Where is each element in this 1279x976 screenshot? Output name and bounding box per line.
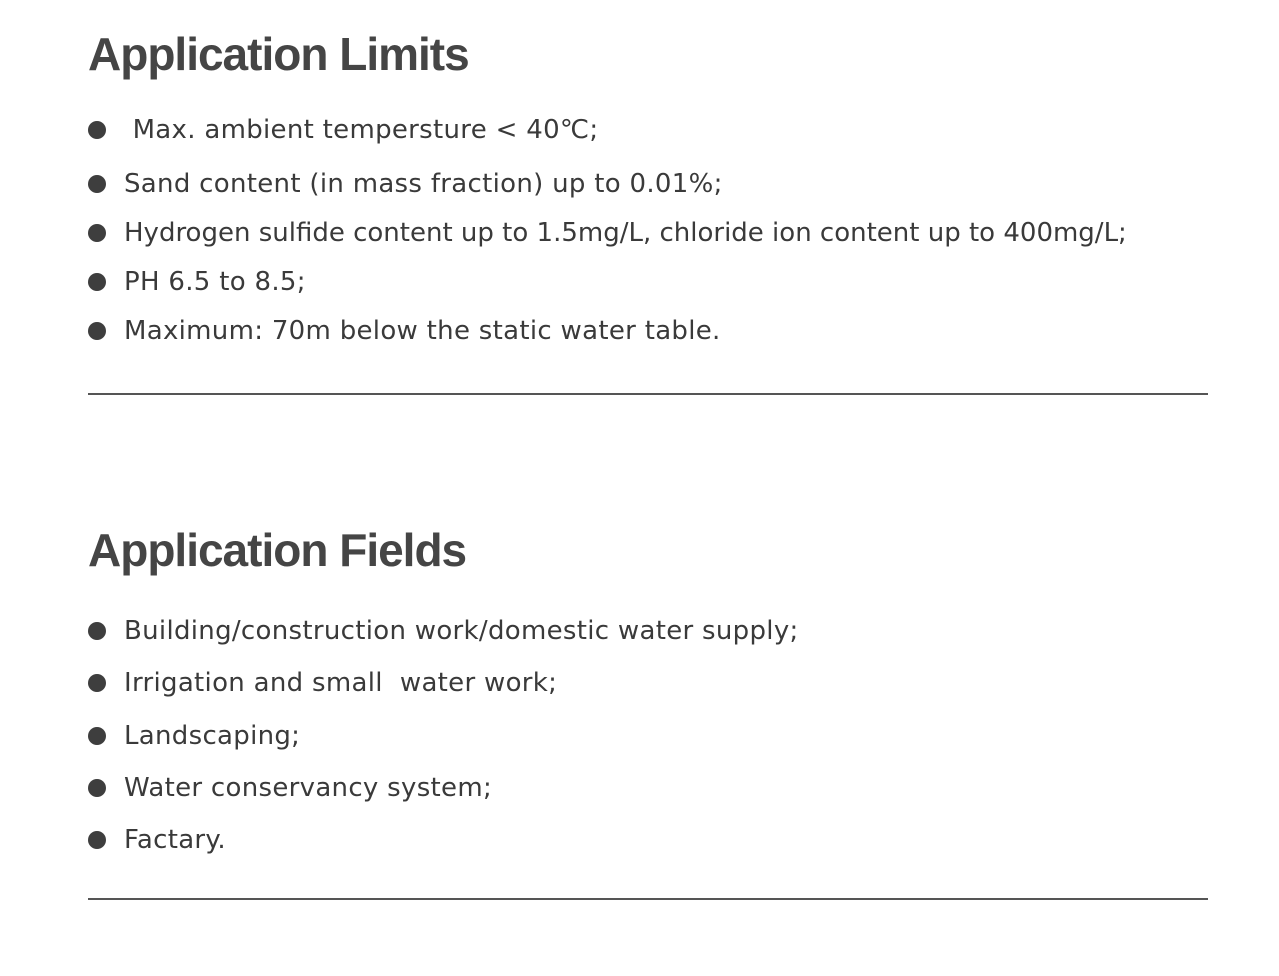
bullet-icon <box>88 727 106 745</box>
bullet-icon <box>88 831 106 849</box>
list-item <box>88 267 306 297</box>
application-fields-heading: Application Fields <box>88 524 467 576</box>
list-item <box>88 218 1127 248</box>
list-item <box>88 721 300 751</box>
list-item-text: Factary. <box>124 825 226 855</box>
list-item-text: Maximum: 70m below the static water table. <box>124 316 721 346</box>
list-item-text: Irrigation and small water work; <box>124 668 558 698</box>
list-item <box>88 773 492 803</box>
list-item-text: Max. ambient tempersture < 40℃; <box>124 115 599 145</box>
section-divider <box>88 898 1208 900</box>
section-divider <box>88 393 1208 395</box>
list-item <box>88 115 598 145</box>
list-item-text: Sand content (in mass fraction) up to 0.01%; <box>124 169 723 199</box>
bullet-icon <box>88 224 106 242</box>
list-item <box>88 668 557 698</box>
bullet-icon <box>88 273 106 291</box>
list-item <box>88 316 721 346</box>
bullet-icon <box>88 175 106 193</box>
list-item <box>88 169 723 199</box>
bullet-icon <box>88 779 106 797</box>
bullet-icon <box>88 622 106 640</box>
list-item-text: Landscaping; <box>124 721 301 751</box>
bullet-icon <box>88 322 106 340</box>
list-item-text: PH 6.5 to 8.5; <box>124 267 306 297</box>
list-item-text: Hydrogen sulfide content up to 1.5mg/L, chloride ion content up to 400mg/L; <box>124 218 1127 248</box>
bullet-icon <box>88 121 106 139</box>
list-item-text: Building/construction work/domestic water supply; <box>124 616 799 646</box>
bullet-icon <box>88 674 106 692</box>
list-item <box>88 616 799 646</box>
list-item-text: Water conservancy system; <box>124 773 493 803</box>
application-limits-heading: Application Limits <box>88 28 469 80</box>
list-item <box>88 825 226 855</box>
